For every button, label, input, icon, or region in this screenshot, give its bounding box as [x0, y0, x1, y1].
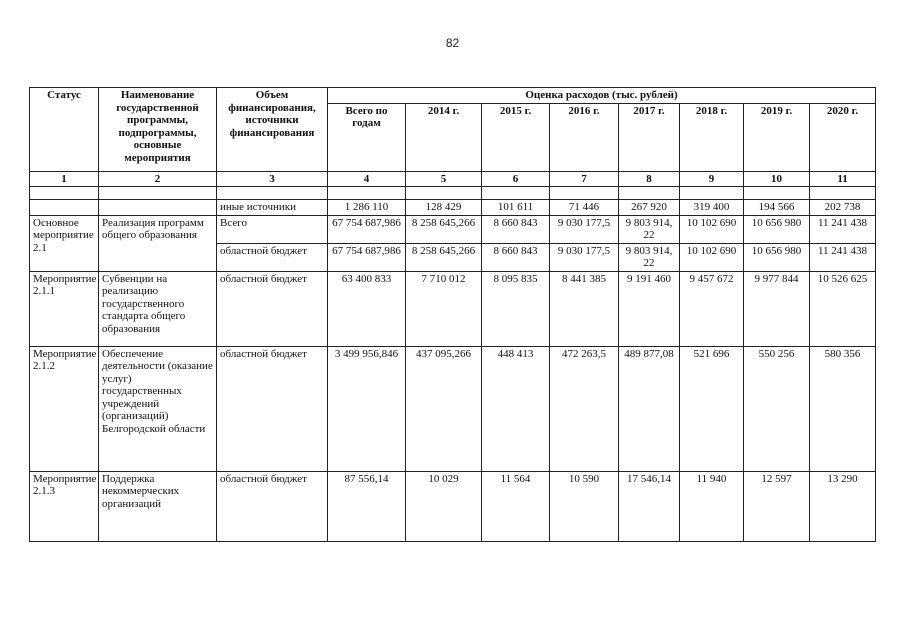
- value-cell: 550 256: [744, 346, 810, 471]
- value-cell: 12 597: [744, 471, 810, 541]
- value-cell: 71 446: [550, 200, 619, 216]
- column-number: 1: [30, 171, 99, 187]
- value-cell: 8 095 835: [482, 271, 550, 346]
- header-year: 2015 г.: [482, 103, 550, 171]
- value-cell: 10 656 980: [744, 243, 810, 271]
- table-row: [30, 200, 876, 216]
- value-cell: 63 400 833: [328, 271, 406, 346]
- status-cell: Мероприятие 2.1.1: [30, 271, 99, 346]
- source-cell: областной бюджет: [217, 243, 328, 271]
- value-cell: 9 977 844: [744, 271, 810, 346]
- table-row: [30, 215, 876, 243]
- value-cell: 10 526 625: [810, 271, 876, 346]
- value-cell: 9 030 177,5: [550, 215, 619, 243]
- value-cell: 67 754 687,986: [328, 243, 406, 271]
- blank-row: [30, 187, 876, 200]
- value-cell: 11 940: [680, 471, 744, 541]
- column-number: 9: [680, 171, 744, 187]
- value-cell: 267 920: [619, 200, 680, 216]
- column-number-row: [30, 171, 876, 187]
- value-cell: 580 356: [810, 346, 876, 471]
- name-cell: Обеспечение деятельности (оказание услуг) государственных учреждений (организаций) Белгородской области: [99, 346, 217, 471]
- header-year: 2020 г.: [810, 103, 876, 171]
- value-cell: 128 429: [406, 200, 482, 216]
- status-cell: Мероприятие 2.1.3: [30, 471, 99, 541]
- value-cell: 7 710 012: [406, 271, 482, 346]
- value-cell: 10 590: [550, 471, 619, 541]
- name-cell: Реализация программ общего образования: [99, 215, 217, 271]
- column-number: 4: [328, 171, 406, 187]
- value-cell: 521 696: [680, 346, 744, 471]
- value-cell: 10 102 690: [680, 215, 744, 243]
- column-number: 5: [406, 171, 482, 187]
- value-cell: 11 564: [482, 471, 550, 541]
- value-cell: 10 029: [406, 471, 482, 541]
- value-cell: 9 191 460: [619, 271, 680, 346]
- header-year: 2019 г.: [744, 103, 810, 171]
- column-number: 6: [482, 171, 550, 187]
- source-cell: областной бюджет: [217, 346, 328, 471]
- source-cell: иные источники: [217, 200, 328, 216]
- value-cell: 9 803 914, 22: [619, 243, 680, 271]
- value-cell: 13 290: [810, 471, 876, 541]
- value-cell: 8 660 843: [482, 243, 550, 271]
- name-cell: [99, 200, 217, 216]
- value-cell: 8 258 645,266: [406, 243, 482, 271]
- value-cell: 8 258 645,266: [406, 215, 482, 243]
- value-cell: 101 611: [482, 200, 550, 216]
- value-cell: 17 546,14: [619, 471, 680, 541]
- header-total: Всего по годам: [328, 103, 406, 171]
- value-cell: 9 457 672: [680, 271, 744, 346]
- header-name: Наименование государственной программы, подпрограммы, основные мероприятия: [99, 88, 217, 172]
- value-cell: 202 738: [810, 200, 876, 216]
- status-cell: Основное мероприятие 2.1: [30, 215, 99, 271]
- column-number: 10: [744, 171, 810, 187]
- value-cell: 11 241 438: [810, 215, 876, 243]
- value-cell: 8 660 843: [482, 215, 550, 243]
- value-cell: 1 286 110: [328, 200, 406, 216]
- column-number: 3: [217, 171, 328, 187]
- header-year: 2018 г.: [680, 103, 744, 171]
- status-cell: Мероприятие 2.1.2: [30, 346, 99, 471]
- value-cell: 67 754 687,986: [328, 215, 406, 243]
- name-cell: Поддержка некоммерческих организаций: [99, 471, 217, 541]
- value-cell: 472 263,5: [550, 346, 619, 471]
- value-cell: 319 400: [680, 200, 744, 216]
- value-cell: 194 566: [744, 200, 810, 216]
- value-cell: 489 877,08: [619, 346, 680, 471]
- value-cell: 437 095,266: [406, 346, 482, 471]
- value-cell: 9 030 177,5: [550, 243, 619, 271]
- source-cell: областной бюджет: [217, 471, 328, 541]
- header-estimate: Оценка расходов (тыс. рублей): [328, 88, 876, 104]
- value-cell: 11 241 438: [810, 243, 876, 271]
- header-row: [30, 88, 876, 104]
- value-cell: 448 413: [482, 346, 550, 471]
- column-number: 8: [619, 171, 680, 187]
- column-number: 2: [99, 171, 217, 187]
- table-row: [30, 471, 876, 541]
- source-cell: областной бюджет: [217, 271, 328, 346]
- value-cell: 10 102 690: [680, 243, 744, 271]
- value-cell: 8 441 385: [550, 271, 619, 346]
- source-cell: Всего: [217, 215, 328, 243]
- table-row: [30, 271, 876, 346]
- header-year: 2016 г.: [550, 103, 619, 171]
- column-number: 7: [550, 171, 619, 187]
- header-volume: Объем финансирования, источники финансирования: [217, 88, 328, 172]
- table-row: [30, 346, 876, 471]
- header-year: 2017 г.: [619, 103, 680, 171]
- status-cell: [30, 200, 99, 216]
- value-cell: 10 656 980: [744, 215, 810, 243]
- page-number: 82: [445, 36, 460, 50]
- value-cell: 3 499 956,846: [328, 346, 406, 471]
- header-year: 2014 г.: [406, 103, 482, 171]
- name-cell: Субвенции на реализацию государственного стандарта общего образования: [99, 271, 217, 346]
- budget-table: [29, 87, 876, 542]
- column-number: 11: [810, 171, 876, 187]
- value-cell: 9 803 914, 22: [619, 215, 680, 243]
- value-cell: 87 556,14: [328, 471, 406, 541]
- header-status: Статус: [30, 88, 99, 172]
